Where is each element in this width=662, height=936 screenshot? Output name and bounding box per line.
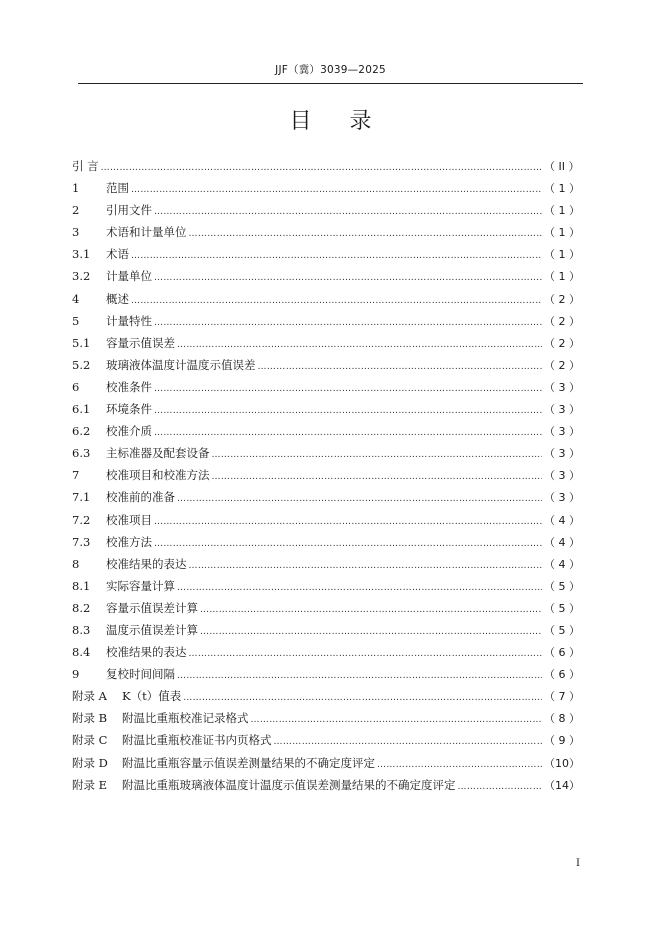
toc-entry-label: 校准介质: [106, 424, 152, 439]
toc-entry-number: 5.2: [72, 357, 91, 372]
toc-entry[interactable]: [72, 268, 578, 290]
toc-entry-label: 术语和计量单位: [106, 225, 187, 240]
toc-entry[interactable]: [72, 291, 578, 313]
toc-entry[interactable]: [72, 467, 578, 489]
toc-entry-page: （ 1 ）: [544, 226, 580, 240]
toc-entry-page: （ 1 ）: [544, 182, 580, 196]
toc-entry[interactable]: [72, 423, 578, 445]
toc-entry-number: 2: [72, 203, 80, 218]
toc-leader-dots: [212, 450, 543, 460]
toc-entry-page: （ 6 ）: [544, 668, 580, 682]
toc-entry-label: 附温比重瓶玻璃液体温度计温度示值误差测量结果的不确定度评定: [122, 777, 456, 792]
toc-entry-page: （ 9 ）: [544, 734, 580, 748]
toc-leader-dots: [189, 561, 543, 571]
toc-entry-page: （ 4 ）: [544, 535, 580, 549]
toc-entry-label: 范围: [106, 181, 129, 196]
toc-entry[interactable]: [72, 534, 578, 556]
toc-entry-page: （ 2 ）: [544, 358, 580, 372]
toc-leader-dots: [212, 472, 543, 482]
toc-entry-label: K（t）值表: [122, 689, 182, 704]
toc-entry-number: 附录 A: [72, 689, 107, 704]
toc-entry[interactable]: [72, 777, 578, 799]
toc-entry-label: 附温比重瓶容量示值误差测量结果的不确定度评定: [122, 755, 375, 770]
toc-entry-number: 附录 C: [72, 733, 108, 748]
toc-entry-number: 3.1: [72, 247, 91, 262]
toc-entry-page: （ 3 ）: [544, 380, 580, 394]
toc-entry-page: （10）: [544, 756, 580, 770]
toc-leader-dots: [458, 782, 543, 792]
toc-entry[interactable]: [72, 710, 578, 732]
toc-entry-label: 引用文件: [106, 203, 152, 218]
toc-entry-label: 附温比重瓶校准证书内页格式: [122, 733, 272, 748]
toc-entry-number: 附录 B: [72, 711, 108, 726]
toc-entry-page: （ 3 ）: [544, 425, 580, 439]
toc-entry-number: 6.3: [72, 446, 91, 461]
page-header: JJF（冀）3039—2025: [275, 64, 386, 76]
toc-entry-number: 6: [72, 379, 80, 394]
toc-leader-dots: [131, 185, 542, 195]
toc-entry[interactable]: [72, 732, 578, 754]
toc-entry-number: 7: [72, 468, 80, 483]
toc-leader-dots: [177, 340, 542, 350]
toc-entry[interactable]: [72, 379, 578, 401]
toc-entry[interactable]: [72, 688, 578, 710]
toc-entry-number: 7.3: [72, 534, 91, 549]
toc-entry-label: 校准结果的表达: [106, 645, 187, 660]
toc-entry-number: 4: [72, 291, 80, 306]
toc-leader-dots: [177, 671, 542, 681]
header-rule: [78, 83, 583, 84]
toc-entry-label: 校准项目: [106, 512, 152, 527]
page-number: I: [576, 858, 580, 869]
toc-entry-page: （ 2 ）: [544, 336, 580, 350]
toc-entry-page: （ 5 ）: [544, 579, 580, 593]
toc-entry-label: 容量示值误差计算: [106, 600, 198, 615]
toc-entry-number: 8.4: [72, 645, 91, 660]
toc-entry-label: 复校时间间隔: [106, 667, 175, 682]
toc-entry-number: 1: [72, 181, 80, 196]
toc-entry-number: 8.3: [72, 622, 91, 637]
toc-entry-number: 5.1: [72, 335, 91, 350]
toc-entry-page: （ II ）: [544, 160, 580, 173]
toc-entry-number: 附录 E: [72, 777, 108, 792]
toc-entry-page: （ 1 ）: [544, 248, 580, 262]
toc-entry-number: 5: [72, 313, 80, 328]
toc-entry-number: 9: [72, 667, 80, 682]
toc-entry[interactable]: [72, 622, 578, 644]
toc-leader-dots: [154, 384, 542, 394]
toc-entry[interactable]: [72, 600, 578, 622]
toc-entry[interactable]: [72, 489, 578, 511]
toc-entry-label: 概述: [106, 291, 129, 306]
toc-entry[interactable]: [72, 246, 578, 268]
toc-entry[interactable]: [72, 401, 578, 423]
toc-leader-dots: [377, 760, 542, 770]
toc-entry[interactable]: [72, 335, 578, 357]
table-of-contents: [72, 158, 578, 799]
toc-entry-page: （ 6 ）: [544, 646, 580, 660]
toc-entry-page: （ 2 ）: [544, 292, 580, 306]
toc-entry-page: （ 3 ）: [544, 447, 580, 461]
toc-entry-number: 6.1: [72, 402, 91, 417]
toc-entry-number: 附录 D: [72, 755, 108, 770]
toc-leader-dots: [154, 428, 542, 438]
toc-entry[interactable]: [72, 578, 578, 600]
toc-entry-page: （ 7 ）: [544, 690, 580, 704]
toc-leader-dots: [183, 693, 542, 703]
toc-leader-dots: [200, 627, 542, 637]
toc-leader-dots: [189, 649, 543, 659]
toc-leader-dots: [189, 229, 543, 239]
toc-leader-dots: [154, 207, 542, 217]
toc-leader-dots: [200, 605, 542, 615]
toc-entry-number: 7.1: [72, 490, 91, 505]
toc-entry-page: （ 3 ）: [544, 491, 580, 505]
toc-entry[interactable]: [72, 180, 578, 202]
toc-leader-dots: [274, 737, 543, 747]
toc-entry-page: （ 1 ）: [544, 270, 580, 284]
toc-entry[interactable]: [72, 556, 578, 578]
toc-entry-page: （ 5 ）: [544, 601, 580, 615]
toc-leader-dots: [131, 296, 542, 306]
toc-leader-dots: [154, 273, 542, 283]
toc-entry-label: 玻璃液体温度计温度示值误差: [106, 357, 256, 372]
toc-entry-number: 引 言: [72, 159, 99, 173]
toc-entry[interactable]: [72, 202, 578, 224]
toc-entry-label: 主标准器及配套设备: [106, 446, 210, 461]
toc-entry-label: 附温比重瓶校准记录格式: [122, 711, 249, 726]
toc-entry-number: 8.1: [72, 578, 91, 593]
toc-entry-label: 校准结果的表达: [106, 556, 187, 571]
toc-entry[interactable]: [72, 445, 578, 467]
toc-entry[interactable]: [72, 666, 578, 688]
toc-entry[interactable]: [72, 755, 578, 777]
toc-leader-dots: [154, 406, 542, 416]
toc-entry[interactable]: [72, 512, 578, 534]
toc-entry-number: 8.2: [72, 600, 91, 615]
toc-leader-dots: [154, 539, 542, 549]
toc-entry-label: 实际容量计算: [106, 578, 175, 593]
toc-entry-label: 校准条件: [106, 379, 152, 394]
toc-leader-dots: [101, 163, 542, 173]
toc-leader-dots: [251, 715, 543, 725]
toc-entry-label: 校准项目和校准方法: [106, 468, 210, 483]
toc-entry-label: 校准前的准备: [106, 490, 175, 505]
toc-leader-dots: [177, 494, 542, 504]
toc-entry-number: 3.2: [72, 269, 91, 284]
toc-entry-page: （ 8 ）: [544, 712, 580, 726]
page-title: 目录: [289, 109, 410, 134]
toc-entry-page: （ 3 ）: [544, 403, 580, 417]
toc-entry-page: （ 2 ）: [544, 314, 580, 328]
toc-entry-label: 环境条件: [106, 402, 152, 417]
toc-entry-number: 7.2: [72, 512, 91, 527]
toc-entry[interactable]: [72, 357, 578, 379]
toc-entry-page: （ 4 ）: [544, 557, 580, 571]
toc-entry[interactable]: [72, 158, 578, 180]
toc-entry-number: 8: [72, 556, 80, 571]
toc-entry[interactable]: [72, 224, 578, 246]
toc-entry-label: 计量单位: [106, 269, 152, 284]
toc-entry[interactable]: [72, 644, 578, 666]
toc-leader-dots: [154, 318, 542, 328]
toc-entry-label: 术语: [106, 247, 129, 262]
toc-leader-dots: [154, 517, 542, 527]
toc-entry-number: 3: [72, 225, 80, 240]
toc-entry-label: 温度示值误差计算: [106, 622, 198, 637]
toc-entry-page: （14）: [544, 778, 580, 792]
toc-entry-page: （ 1 ）: [544, 204, 580, 218]
toc-entry-label: 校准方法: [106, 534, 152, 549]
toc-entry[interactable]: [72, 313, 578, 335]
toc-entry-page: （ 3 ）: [544, 469, 580, 483]
toc-leader-dots: [131, 251, 542, 261]
toc-leader-dots: [177, 583, 542, 593]
toc-entry-label: 容量示值误差: [106, 335, 175, 350]
toc-entry-page: （ 4 ）: [544, 513, 580, 527]
toc-entry-label: 计量特性: [106, 313, 152, 328]
toc-entry-number: 6.2: [72, 424, 91, 439]
toc-leader-dots: [258, 362, 543, 372]
toc-entry-page: （ 5 ）: [544, 623, 580, 637]
